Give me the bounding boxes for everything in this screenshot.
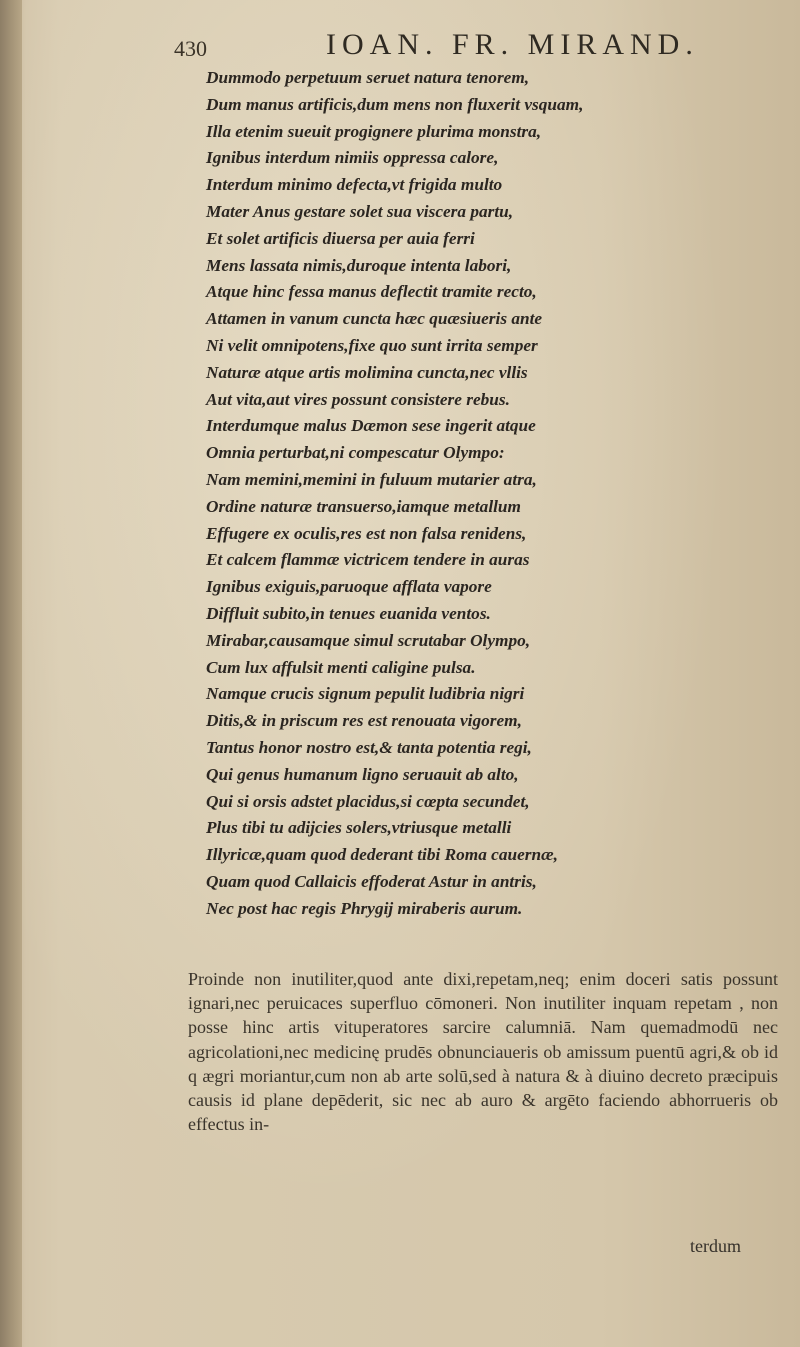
- verse-line: Effugere ex oculis,res est non falsa renidens,: [206, 523, 527, 543]
- verse-line: Qui genus humanum ligno seruauit ab alto,: [206, 764, 519, 784]
- verse-block: [206, 65, 776, 923]
- verse-line: Cum lux affulsit menti caligine pulsa.: [206, 657, 476, 677]
- verse-line: Illyricæ,quam quod dederant tibi Roma cauernæ,: [206, 845, 558, 865]
- verse-line: Naturæ atque artis molimina cuncta,nec vllis: [206, 362, 528, 382]
- verse-line: Dummodo perpetuum seruet natura tenorem,: [206, 68, 530, 87]
- verse-line: Nam memini,memini in fuluum mutarier atra,: [206, 469, 537, 489]
- verse-line: Ignibus interdum nimiis oppressa calore,: [206, 148, 499, 168]
- verse-line: Mirabar,causamque simul scrutabar Olympo,: [206, 630, 531, 650]
- verse-line: Illa etenim sueuit progignere plurima monstra,: [206, 121, 542, 141]
- verse-line: Dum manus artificis,dum mens non fluxerit vsquam,: [206, 94, 584, 114]
- verse-line: Ordine naturæ transuerso,iamque metallum: [206, 496, 521, 516]
- prose-paragraph: Proinde non inutiliter,quod ante dixi,repetam,neq; enim doceri satis possunt ignari,nec peruicaces superfluo cōmoneri. Non inutiliter inquam repetam , non posse hinc artis vituperatores sarcire calumniā. Nam quemadmodū nec agricolationi,nec medicinę prudēs obnunciaueris ob amissum puentū agri,& ob id q ægri moriantur,cum non ab arte solū,sed à natura & à diuino decreto præcipuis causis id plane depēderit, sic nec ab auro & argēto faciendo abhorrueris ob effectus in-: [188, 969, 778, 1135]
- verse-line: Ignibus exiguis,paruoque afflata vapore: [206, 577, 492, 597]
- verse-line: Interdum minimo defecta,vt frigida multo: [206, 175, 503, 195]
- verse-line: Namque crucis signum pepulit ludibria nigri: [206, 684, 525, 704]
- verse-line: Omnia perturbat,ni compescatur Olympo:: [206, 443, 505, 463]
- page-gutter-shadow: [0, 0, 22, 1347]
- verse-line: Aut vita,aut vires possunt consistere rebus.: [206, 389, 510, 409]
- verse-line: Qui si orsis adstet placidus,si cœpta secundet,: [206, 791, 530, 811]
- verse-line: Mens lassata nimis,duroque intenta labori,: [206, 255, 512, 275]
- verse-line: Tantus honor nostro est,& tanta potentia regi,: [206, 737, 532, 757]
- verse-line: Quam quod Callaicis effoderat Astur in antris,: [206, 871, 537, 891]
- verse-line: Et calcem flammæ victricem tendere in auras: [206, 550, 530, 570]
- verse-line: Mater Anus gestare solet sua viscera partu,: [206, 201, 514, 221]
- verse-line: Diffluit subito,in tenues euanida ventos.: [206, 603, 491, 623]
- verse-line: Attamen in vanum cuncta hæc quæsiueris ante: [206, 309, 543, 329]
- verse-line: Interdumque malus Dæmon sese ingerit atque: [206, 416, 536, 436]
- running-head: [174, 28, 774, 62]
- verse-line: Ni velit omnipotens,fixe quo sunt irrita semper: [206, 335, 538, 355]
- verse-line: Plus tibi tu adijcies solers,vtriusque metalli: [206, 818, 512, 838]
- verse-line: Nec post hac regis Phrygij miraberis aurum.: [206, 898, 523, 918]
- verse-line: Ditis,& in priscum res est renouata vigorem,: [206, 711, 522, 731]
- running-title: IOAN. FR. MIRAND.: [326, 28, 699, 61]
- page-number: 430: [174, 36, 207, 61]
- verse-line: Atque hinc fessa manus deflectit tramite recto,: [206, 282, 537, 302]
- verse-line: Et solet artificis diuersa per auia ferri: [206, 228, 475, 248]
- catchword: terdum: [690, 1236, 741, 1256]
